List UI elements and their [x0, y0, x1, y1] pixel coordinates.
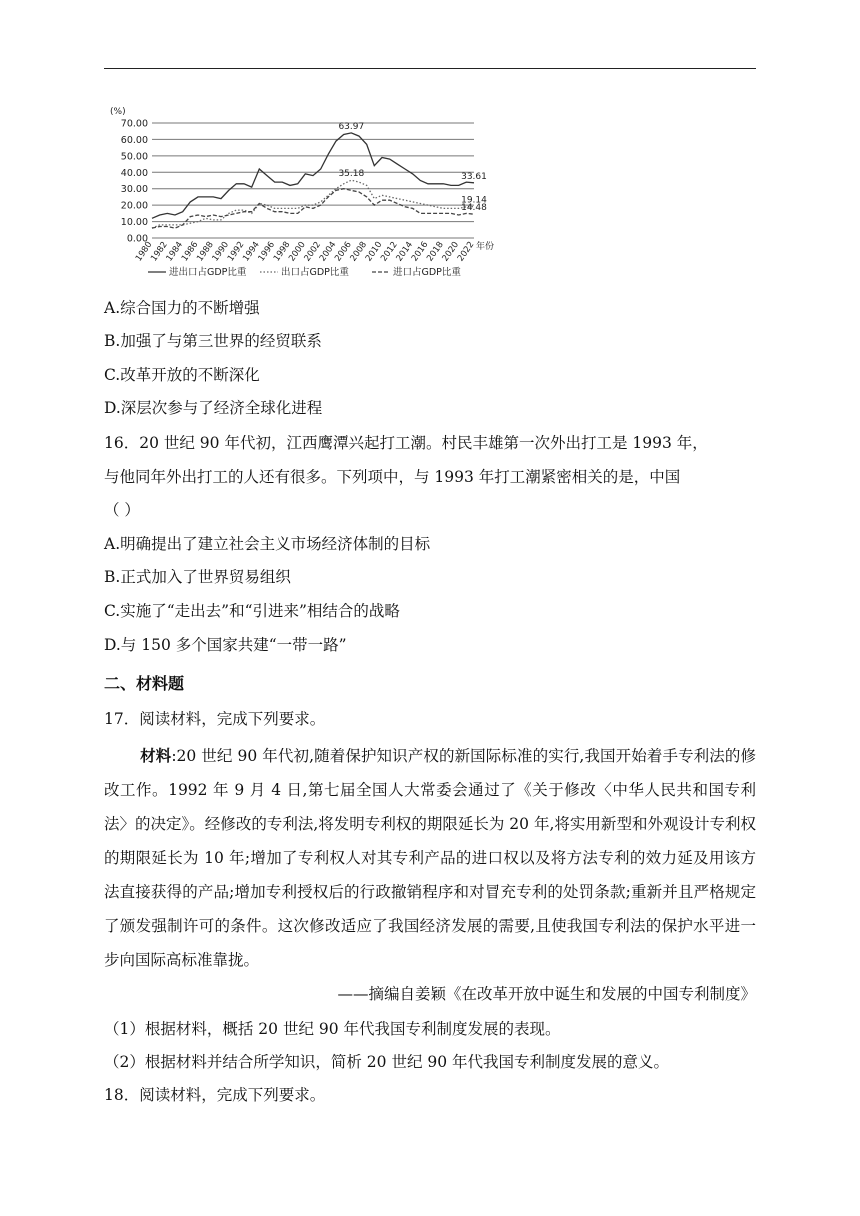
x-tick-label: 2002: [302, 239, 324, 264]
q17-sub-question-1: （1）根据材料，概括 20 世纪 90 年代我国专利制度发展的表现。: [104, 1020, 561, 1038]
q16-option-c: C.实施了“走出去”和“引进来”相结合的战略: [104, 602, 400, 620]
trade-gdp-line-chart: [104, 98, 524, 288]
q18-prompt: 18．阅读材料，完成下列要求。: [104, 1086, 326, 1104]
data-label: 63.97: [338, 121, 365, 132]
data-label: 14.48: [461, 203, 487, 214]
x-tick-label: 1984: [164, 239, 186, 264]
q16-option-d: D.与 150 多个国家共建“一带一路”: [104, 636, 347, 654]
x-tick-label: 1996: [256, 239, 278, 264]
q16-answer-blank: （ ）: [104, 501, 140, 519]
x-tick-label: 2020: [440, 239, 462, 264]
q17-material: [104, 739, 756, 977]
q16-option-b: B.正式加入了世界贸易组织: [104, 568, 291, 586]
x-tick-label: 2022: [455, 239, 477, 264]
x-tick-label: 1988: [195, 239, 216, 264]
material-source: ——摘编自姜颖《在改革开放中诞生和发展的中国专利制度》: [337, 985, 756, 1003]
x-tick-label: 2014: [394, 239, 416, 264]
x-tick-label: 2006: [333, 239, 354, 264]
y-tick-label: 20.00: [120, 200, 148, 212]
q17-prompt: 17．阅读材料，完成下列要求。: [104, 710, 326, 728]
q15-option-b: B.加强了与第三世界的经贸联系: [104, 332, 322, 350]
series-line: [152, 180, 474, 228]
y-tick-label: 60.00: [120, 134, 148, 146]
x-tick-label: 2016: [409, 239, 431, 264]
legend-label: 出口占GDP比重: [281, 267, 349, 278]
x-tick-label: 2010: [363, 239, 385, 264]
x-tick-label: 1982: [149, 239, 170, 264]
y-tick-label: 70.00: [120, 118, 148, 130]
x-tick-label: 2018: [425, 239, 446, 264]
y-tick-label: 0.00: [126, 233, 148, 245]
q17-sub-question-2: （2）根据材料并结合所学知识，简析 20 世纪 90 年代我国专利制度发展的意义。: [104, 1053, 670, 1071]
q16-stem-line-2: 与他同年外出打工的人还有很多。下列项中，与 1993 年打工潮紧密相关的是，中国: [104, 468, 681, 486]
q15-option-d: D.深层次参与了经济全球化进程: [104, 399, 323, 417]
x-tick-label: 2000: [287, 239, 308, 264]
x-tick-label: 1990: [210, 239, 232, 264]
header-rule: [104, 68, 756, 69]
x-tick-label: 2012: [379, 239, 400, 264]
data-label: 35.18: [338, 169, 365, 180]
section-heading: 二、材料题: [104, 674, 185, 693]
q15-option-c: C.改革开放的不断深化: [104, 366, 260, 384]
x-tick-label: 1992: [225, 239, 247, 264]
y-tick-label: 10.00: [120, 217, 148, 229]
material-text: :20 世纪 90 年代初,随着保护知识产权的新国际标准的实行,我国开始着手专利法的修改工作。1992 年 9 月 4 日,第七届全国人大常委会通过了《关于修改〈中华人民共和国专利法〉的决定》。经修改的专利法,将发明专利权的期限延长为 20 年,将实用新型和外观设计专利权的期限延长为 10 年;增加了专利权人对其专利产品的进口权以及将方法专利的效力延及用该方法直接获得的产品;增加专利授权后的行政撤销程序和对冒充专利的处罚条款;重新并且严格规定了颁发强制许可的条件。这次修改适应了我国经济发展的需要,且使我国专利法的保护水平进一步向国际高标准靠拢。: [104, 747, 756, 969]
legend-label: 进口占GDP比重: [393, 267, 461, 278]
x-tick-label: 2008: [348, 239, 370, 264]
y-tick-label: 30.00: [120, 184, 148, 196]
q15-option-a: A.综合国力的不断增强: [104, 299, 260, 317]
q16-option-a: A.明确提出了建立社会主义市场经济体制的目标: [104, 535, 431, 553]
data-label: 33.61: [461, 171, 487, 182]
x-axis-suffix: 年份: [476, 242, 495, 252]
y-tick-label: 50.00: [120, 151, 148, 163]
x-tick-label: 1986: [179, 239, 201, 264]
x-tick-label: 1980: [133, 239, 155, 264]
data-label: 19.14: [461, 195, 487, 206]
q16-stem-line-1: 16．20 世纪 90 年代初，江西鹰潭兴起打工潮。村民丰雄第一次外出打工是 1993 年，: [104, 434, 708, 452]
y-unit-label: (%): [110, 107, 126, 117]
x-tick-label: 2004: [317, 239, 339, 264]
legend-label: 进出口占GDP比重: [169, 267, 247, 278]
series-line: [152, 189, 474, 228]
material-label: 材料: [140, 746, 172, 765]
y-tick-label: 40.00: [120, 167, 148, 179]
x-tick-label: 1998: [271, 239, 293, 264]
x-tick-label: 1994: [241, 239, 262, 264]
